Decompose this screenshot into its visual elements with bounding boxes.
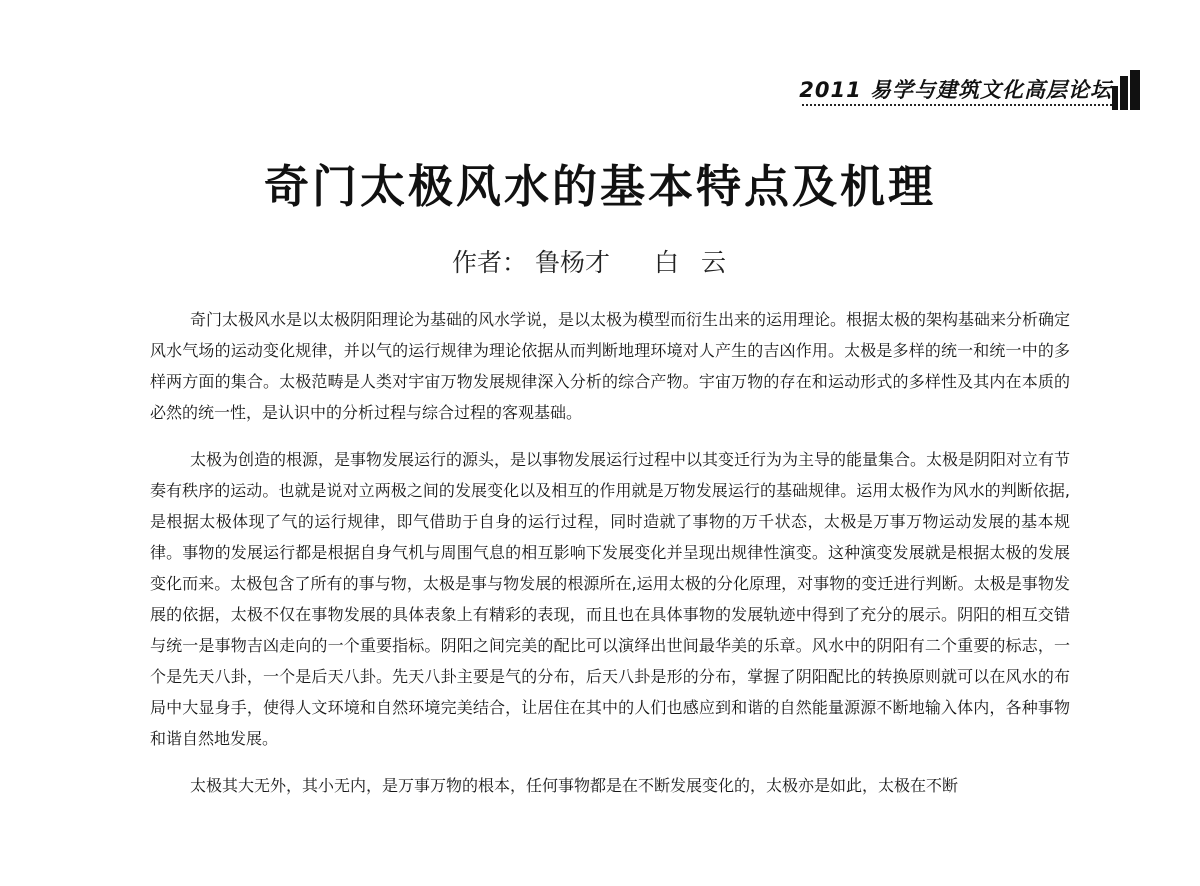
running-header <box>799 74 1112 104</box>
header-bar <box>1130 70 1140 110</box>
body-paragraph: 奇门太极风水是以太极阴阳理论为基础的风水学说，是以太极为模型而衍生出来的运用理论。根据太极的架构基础来分析确定风水气场的运动变化规律，并以气的运行规律为理论依据从而判断地理环境对人产生的吉凶作用。太极是多样的统一和统一中的多样两方面的集合。太极范畴是人类对宇宙万物发展规律深入分析的综合产物。宇宙万物的存在和运动形式的多样性及其内在本质的必然的统一性，是认识中的分析过程与综合过程的客观基础。 <box>150 310 1071 422</box>
article-title: 奇门太极风水的基本特点及机理 <box>263 160 936 213</box>
author-label: 作者： <box>451 248 527 277</box>
author-second: 白云 <box>654 248 749 277</box>
header-dotted-rule <box>802 104 1112 106</box>
article-body <box>150 304 1070 817</box>
author-line <box>0 243 1200 279</box>
author-first: 鲁杨才 <box>534 248 610 277</box>
header-bar <box>1120 76 1128 110</box>
header-bars-ornament <box>1112 70 1146 110</box>
header-bar <box>1112 86 1118 110</box>
body-paragraph: 太极其大无外，其小无内，是万事万物的根本，任何事物都是在不断发展变化的，太极亦是如此，太极在不断 <box>190 776 959 795</box>
body-paragraph: 太极为创造的根源，是事物发展运行的源头，是以事物发展运行过程中以其变迁行为为主导的能量集合。太极是阴阳对立有节奏有秩序的运动。也就是说对立两极之间的发展变化以及相互的作用就是万物发展运行的基础规律。运用太极作为风水的判断依据,是根据太极体现了气的运行规律，即气借助于自身的运行过程，同时造就了事物的万千状态，太极是万事万物运动发展的基本规律。事物的发展运行都是根据自身气机与周围气息的相互影响下发展变化并呈现出规律性演变。这种演变发展就是根据太极的发展变化而来。太极包含了所有的事与物，太极是事与物发展的根源所在,运用太极的分化原理，对事物的变迁进行判断。太极是事物发展的依据，太极不仅在事物发展的具体表象上有精彩的表现，而且也在具体事物的发展轨迹中得到了充分的展示。阴阳的相互交错与统一是事物吉凶走向的一个重要指标。阴阳之间完美的配比可以演绎出世间最华美的乐章。风水中的阴阳有二个重要的标志，一个是先天八卦，一个是后天八卦。先天八卦主要是气的分布，后天八卦是形的分布，掌握了阴阳配比的转换原则就可以在风水的布局中大显身手，使得人文环境和自然环境完美结合，让居住在其中的人们也感应到和谐的自然能量源源不断地输入体内，各种事物和谐自然地发展。 <box>150 450 1071 748</box>
running-header-title: 2011 易学与建筑文化高层论坛 <box>799 78 1112 102</box>
